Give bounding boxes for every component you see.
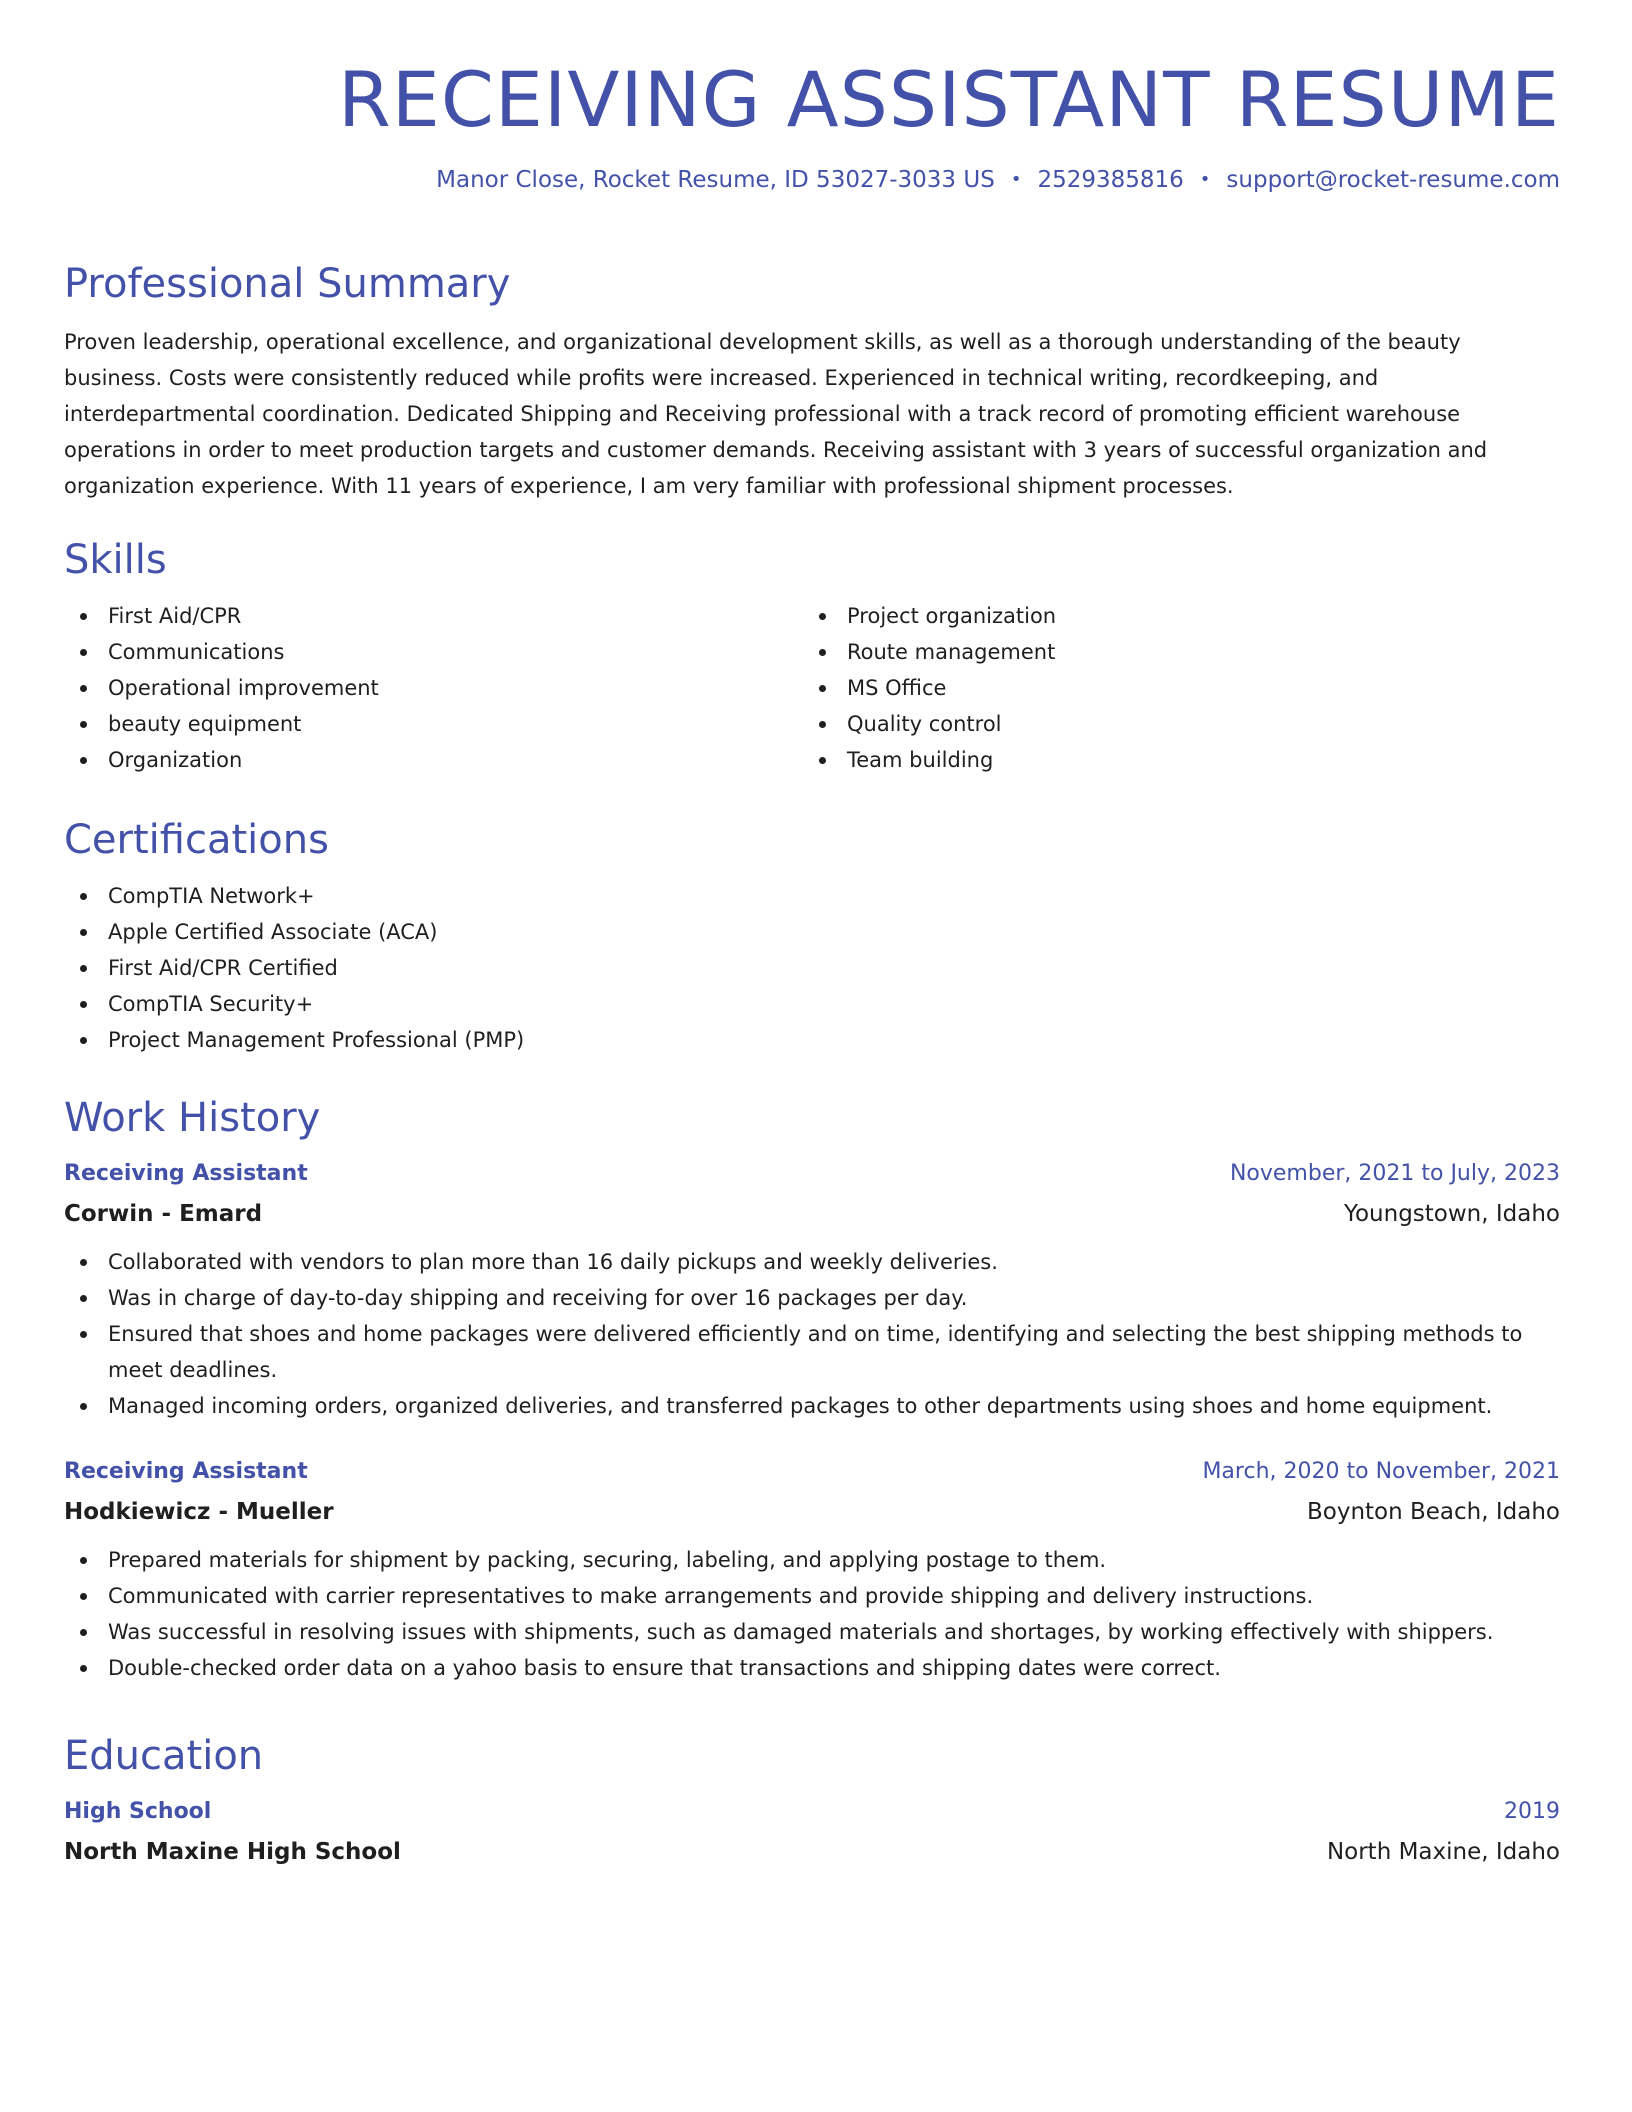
skill-item: beauty equipment — [108, 706, 803, 742]
job-bullets — [64, 1244, 1560, 1424]
education-heading: Education — [64, 1733, 264, 1779]
education-school: North Maxine High School — [64, 1839, 401, 1865]
skill-item: Quality control — [847, 706, 1542, 742]
job-company: Hodkiewicz - Mueller — [64, 1499, 334, 1525]
skills-list-left — [64, 598, 803, 778]
work-history-section — [64, 1090, 1560, 1686]
contact-address: Manor Close, Rocket Resume, ID 53027-3033 US — [436, 167, 995, 193]
skill-item: Operational improvement — [108, 670, 803, 706]
summary-section — [64, 256, 1560, 504]
skill-item: Route management — [847, 634, 1542, 670]
job-title: Receiving Assistant — [64, 1161, 308, 1186]
resume-title: RECEIVING ASSISTANT RESUME — [338, 55, 1560, 144]
certification-item: Project Management Professional (PMP) — [108, 1022, 1560, 1058]
job-dates: November, 2021 to July, 2023 — [1229, 1161, 1560, 1186]
summary-heading: Professional Summary — [64, 261, 511, 307]
job-title: Receiving Assistant — [64, 1459, 308, 1484]
job-bullet: Managed incoming orders, organized deliveries, and transferred packages to other departments using shoes and home equipment. — [108, 1388, 1560, 1424]
education-location: North Maxine, Idaho — [1326, 1839, 1560, 1865]
skill-item: Project organization — [847, 598, 1542, 634]
certifications-section — [64, 812, 1560, 1058]
education-entry — [64, 1792, 1560, 1872]
job-dates: March, 2020 to November, 2021 — [1202, 1459, 1560, 1484]
education-year: 2019 — [1504, 1799, 1560, 1824]
work-history-heading: Work History — [64, 1095, 321, 1141]
job-bullet: Collaborated with vendors to plan more than 16 daily pickups and weekly deliveries. — [108, 1244, 1560, 1280]
job-location: Boynton Beach, Idaho — [1306, 1499, 1560, 1525]
job-company: Corwin - Emard — [64, 1201, 263, 1227]
skill-item: Team building — [847, 742, 1542, 778]
education-section — [64, 1728, 1560, 1872]
certification-item: CompTIA Security+ — [108, 986, 1560, 1022]
resume-page — [64, 0, 1560, 1865]
contact-line — [64, 164, 1560, 196]
skills-heading: Skills — [64, 537, 167, 583]
skills-list-right — [803, 598, 1542, 778]
contact-email[interactable]: support@rocket-resume.com — [1226, 167, 1560, 193]
certifications-heading: Certifications — [64, 817, 329, 863]
skill-item: Communications — [108, 634, 803, 670]
job-location: Youngstown, Idaho — [1343, 1201, 1560, 1227]
certification-item: CompTIA Network+ — [108, 878, 1560, 914]
contact-separator: • — [1199, 169, 1211, 190]
resume-header — [64, 0, 1560, 196]
skills-columns — [64, 598, 1560, 778]
job-bullets — [64, 1542, 1560, 1686]
certification-item: Apple Certified Associate (ACA) — [108, 914, 1560, 950]
job-bullet: Ensured that shoes and home packages were delivered efficiently and on time, identifying and selecting the best shipping methods to meet deadlines. — [108, 1316, 1560, 1388]
contact-phone: 2529385816 — [1037, 167, 1184, 193]
education-degree: High School — [64, 1799, 212, 1824]
job-bullet: Was successful in resolving issues with shipments, such as damaged materials and shortages, by working effectively with shippers. — [108, 1614, 1560, 1650]
job-bullet: Double-checked order data on a yahoo basis to ensure that transactions and shipping dates were correct. — [108, 1650, 1560, 1686]
job-bullet: Prepared materials for shipment by packing, securing, labeling, and applying postage to them. — [108, 1542, 1560, 1578]
skill-item: First Aid/CPR — [108, 598, 803, 634]
skill-item: Organization — [108, 742, 803, 778]
job-bullet: Was in charge of day-to-day shipping and receiving for over 16 packages per day. — [108, 1280, 1560, 1316]
summary-text: Proven leadership, operational excellence, and organizational development skills, as well as a thorough understanding of the beauty business. Costs were consistently reduced while profits were increased. Experienced in technical writing, recordkeeping, and interdepartmental coordination. Dedicated Shipping and Receiving professional with a track record of promoting efficient warehouse operations in order to meet production targets and customer demands. Receiving assistant with 3 years of successful organization and organization experience. With 11 years of experience, I am very familiar with professional shipment processes. — [64, 330, 1488, 498]
contact-separator: • — [1010, 169, 1022, 190]
skill-item: MS Office — [847, 670, 1542, 706]
job-bullet: Communicated with carrier representatives to make arrangements and provide shipping and delivery instructions. — [108, 1578, 1560, 1614]
skills-section — [64, 532, 1560, 778]
certification-item: First Aid/CPR Certified — [108, 950, 1560, 986]
job-entry — [64, 1154, 1560, 1424]
job-entry — [64, 1452, 1560, 1686]
certifications-list — [64, 878, 1560, 1058]
